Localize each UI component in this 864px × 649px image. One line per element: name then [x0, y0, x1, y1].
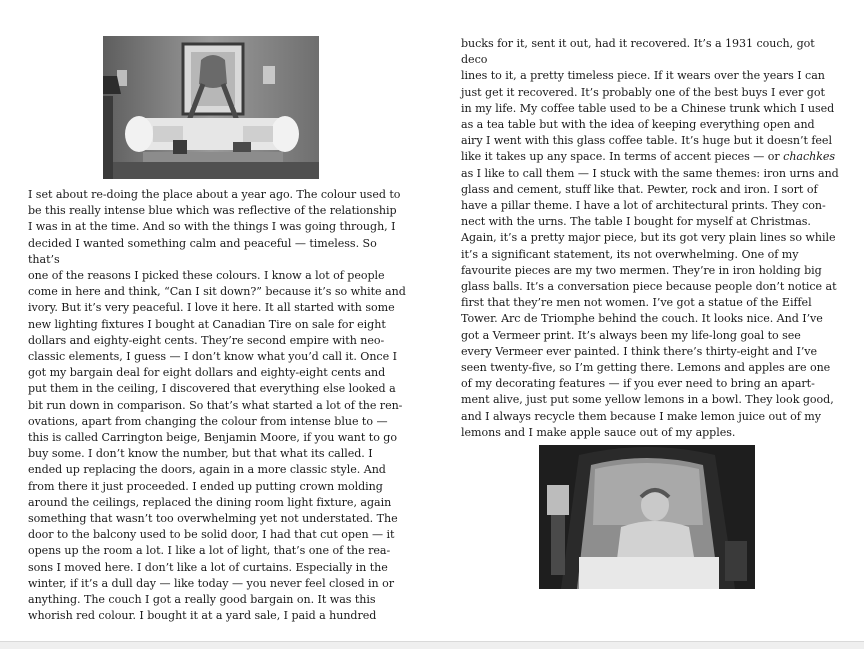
left-column-paragraph: I set about re-doing the place about a year ago. The colour used to be this really intense blue which was reflective of the relationship I was in at the time. And so with the things I was going through, I decided I wanted something calm and peaceful — timeless. So that’s one of the reasons I picked these colours. I know a lot of people come in here and think, “Can I sit down?” because it’s so white and ivory. But it’s very peaceful. I love it here. It all started with some new lighting fixtures I bought at Canadian Tire on sale for eight dollars and eighty-eight cents. They’re second empire with neo- classic elements, I guess — I don’t know what you’d call it. Once I got my bargain deal for eight dollars and eighty-eight cents and put them in the ceiling, I discovered that everything else looked a bit run down in comparison. So that’s what started a lot of the ren- ovations, apart from changing the colour from intense blue to — this is called Carrington beige, Benjamin Moore, if you want to go buy some. I don’t know the number, but that what its called. I ended up replacing the doors, again in a more classic style. And from there it just proceeded. I ended up putting crown molding around the ceilings, replaced the dining room light fixture, again something that wasn’t too overwhelming yet not understated. The door to the balcony used to be solid door, I had that cut open — it opens up the room a lot. I like a lot of light, that’s one of the rea- sons I moved here. I don’t like a lot of curtains. Especially in the winter, if it’s a dull day — like today — you never feel closed in or anything. The couch I got a really good bargain on. It was this whorish red colour. I bought it at a yard sale, I paid a hundred [28, 188, 406, 623]
right-column-text-part-1: bucks for it, sent it out, had it recovered. It’s a 1931 couch, got deco lines to it, a pretty timeless piece. If it wears over the years I can just get it recovered. It’s probably one of the best buys I ever got in my life. My coffee table used to be a Chinese trunk which I used as a tea table but with the idea of keeping everything open and airy I went with this glass coffee table. It’s huge but it doesn’t feel like it takes up any space. In terms of accent pieces — or [461, 37, 835, 164]
left-text-column [28, 187, 408, 624]
mirror-portrait-photo [539, 445, 755, 589]
right-column-paragraph [461, 36, 839, 441]
living-room-photo [103, 36, 319, 179]
right-column-text-part-2: as I like to call them — I stuck with the same themes: iron urns and glass and cement, stuff like that. Pewter, rock and iron. I sort of have a pillar theme. I have a lot of architectural prints. They con- nect with the urns. The table I bought for myself at Christmas. Again, it’s a pretty major piece, but its got very plain lines so while it’s a significant statement, its not overwhelming. One of my favourite pieces are my two mermen. They’re in iron holding big glass balls. It’s a conversation piece because people don’t notice at first that they’re men not women. I’ve got a statue of the Eiffel Tower. Arc de Triomphe behind the couch. It looks nice. And I’ve got a Vermeer print. It’s always been my life-long goal to see every Vermeer ever painted. I think there’s thirty-eight and I’ve seen twenty-five, so I’m getting there. Lemons and apples are one of my decorating features — if you ever need to bring an apart- ment alive, just put some yellow lemons in a bowl. They look good, and I always recycle them because I make lemon juice out of my lemons and I make apple sauce out of my apples. [461, 166, 839, 439]
living-room-photo-graphic [103, 36, 319, 179]
italic-word: chachkes [783, 150, 836, 164]
right-text-column [461, 36, 839, 441]
mirror-portrait-photo-graphic [539, 445, 755, 589]
